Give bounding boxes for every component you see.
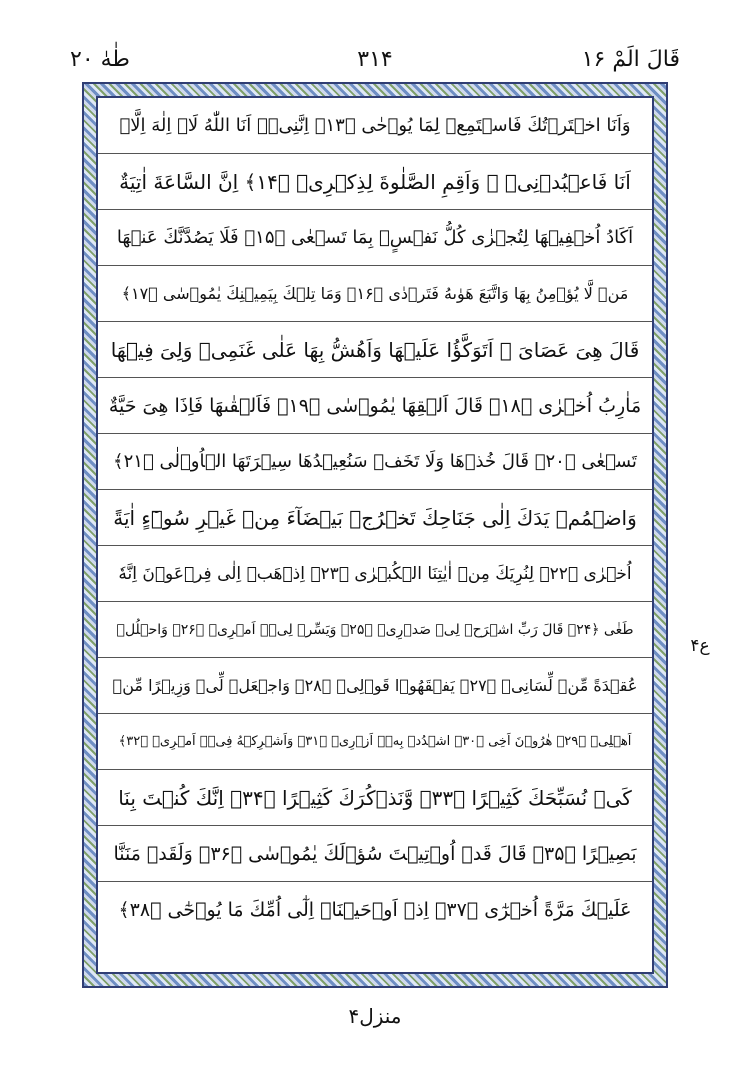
- manzil-label: منزل۴: [348, 1004, 402, 1028]
- text-line-8: [98, 490, 652, 546]
- line-text: وَاضۡمُمۡ يَدَكَ اِلٰى جَنَاحِكَ تَخۡرُجۡ بَيۡضَآءَ مِنۡ غَيۡرِ سُوۡٓءٍ اٰيَةً: [113, 505, 637, 530]
- text-line-5: [98, 322, 652, 378]
- text-line-2: [98, 154, 652, 210]
- text-line-4: [98, 266, 652, 322]
- line-text: اَكَادُ اُخۡفِيۡهَا لِتُجۡزٰى كُلُّ نَفۡسٍۢ بِمَا تَسۡعٰى ﴿۱۵﴾ فَلَا يَصُدَّنَّكَ عَنۡهَا: [116, 227, 634, 248]
- line-text: قَالَ هِىَ عَصَاىَ ۚ اَتَوَكَّؤُا عَلَيۡهَا وَاَهُشُّ بِهَا عَلٰى غَنَمِىۡ وَلِىَ فِيۡهَا: [110, 337, 640, 362]
- ruku-marker: ع۴: [690, 636, 710, 656]
- line-text: تَسۡعٰى ﴿۲۰﴾ قَالَ خُذۡهَا وَلَا تَخَفۡ سَنُعِيۡدُهَا سِيۡرَتَهَا الۡاُوۡلٰى ﴿۲۱﴾: [113, 451, 637, 472]
- line-text: عَلَيۡكَ مَرَّةً اُخۡرٰٓى ﴿۳۷﴾ اِذۡ اَوۡحَيۡنَاۤ اِلٰٓى اُمِّكَ مَا يُوۡحٰٓى ﴿۳۸﴾: [118, 899, 632, 921]
- text-line-9: [98, 546, 652, 602]
- text-line-13: [98, 770, 652, 826]
- text-line-7: [98, 434, 652, 490]
- line-text: مَاٰرِبُ اُخۡرٰى ﴿۱۸﴾ قَالَ اَلۡقِهَا يٰمُوۡسٰى ﴿۱۹﴾ فَاَلۡقٰٮهَا فَاِذَا هِىَ حَيَّةٌ: [108, 394, 642, 417]
- text-line-15: [98, 882, 652, 938]
- text-line-6: [98, 378, 652, 434]
- text-line-11: [98, 658, 652, 714]
- line-text: طَغٰى ﴿۲۴﴾ قَالَ رَبِّ اشۡرَحۡ لِىۡ صَدۡرِىۡ ﴿۲۵﴾ وَيَسِّرۡ لِىۡۤ اَمۡرِىۡ ﴿۲۶﴾ وَاحۡلُلۡ: [116, 621, 634, 638]
- page-header: [70, 40, 680, 80]
- line-text: عُقۡدَةً مِّنۡ لِّسَانِىۡ ﴿۲۷﴾ يَفۡقَهُوۡا قَوۡلِىۡ ﴿۲۸﴾ وَاجۡعَلۡ لِّىۡ وَزِيۡرًا مِّنۡ: [112, 676, 638, 695]
- line-text: اُخۡرٰى ﴿۲۲﴾ لِنُرِيَكَ مِنۡ اٰيٰتِنَا الۡكُبۡرٰى ﴿۲۳﴾ اِذۡهَبۡ اِلٰى فِرۡعَوۡنَ اِنَّهٗ: [118, 563, 632, 584]
- line-text: مَنۡ لَّا يُؤۡمِنُ بِهَا وَاتَّبَعَ هَوٰٮهُ فَتَرۡدٰى ﴿۱۶﴾ وَمَا تِلۡكَ بِيَمِيۡنِكَ يٰمُوۡسٰى ﴿۱۷﴾: [121, 284, 629, 303]
- surah-name: طٰهٰ ۲۰: [70, 47, 130, 72]
- text-line-10: [98, 602, 652, 658]
- line-text: وَاَنَا اخۡتَرۡتُكَ فَاسۡتَمِعۡ لِمَا يُوۡحٰى ﴿۱۳﴾ اِنَّنِىۡۤ اَنَا اللّٰهُ لَاۤ اِلٰهَ اِلَّاۤ: [119, 115, 631, 136]
- line-text: اَنَا فَاعۡبُدۡنِىۡ ۙ وَاَقِمِ الصَّلٰوةَ لِذِكۡرِىۡ ﴿۱۴﴾ اِنَّ السَّاعَةَ اٰتِيَةٌ: [119, 169, 631, 194]
- page-number: ۳۱۴: [357, 47, 393, 72]
- text-line-1: [98, 98, 652, 154]
- text-line-3: [98, 210, 652, 266]
- para-name: قَالَ الَمْ ۱۶: [581, 47, 680, 72]
- line-text: بَصِيۡرًا ﴿۳۵﴾ قَالَ قَدۡ اُوۡتِيۡتَ سُؤۡلَكَ يٰمُوۡسٰى ﴿۳۶﴾ وَلَقَدۡ مَنَنَّا: [113, 842, 637, 865]
- text-line-12: [98, 714, 652, 770]
- text-line-14: [98, 826, 652, 882]
- text-panel: [98, 98, 652, 972]
- line-text: كَىۡ نُسَبِّحَكَ كَثِيۡرًا ﴿۳۳﴾ وَّنَذۡكُرَكَ كَثِيۡرًا ﴿۳۴﴾ اِنَّكَ كُنۡتَ بِنَا: [118, 785, 632, 810]
- line-text: اَهۡلِىۡ ﴿۲۹﴾ هٰرُوۡنَ اَخِى ﴿۳۰﴾ اشۡدُدۡ بِهٖۤ اَزۡرِىۡ ﴿۳۱﴾ وَاَشۡرِكۡهُ فِىۡۤ اَمۡرِىۡ ﴿۳۲﴾: [118, 734, 632, 749]
- page-border: [82, 82, 668, 988]
